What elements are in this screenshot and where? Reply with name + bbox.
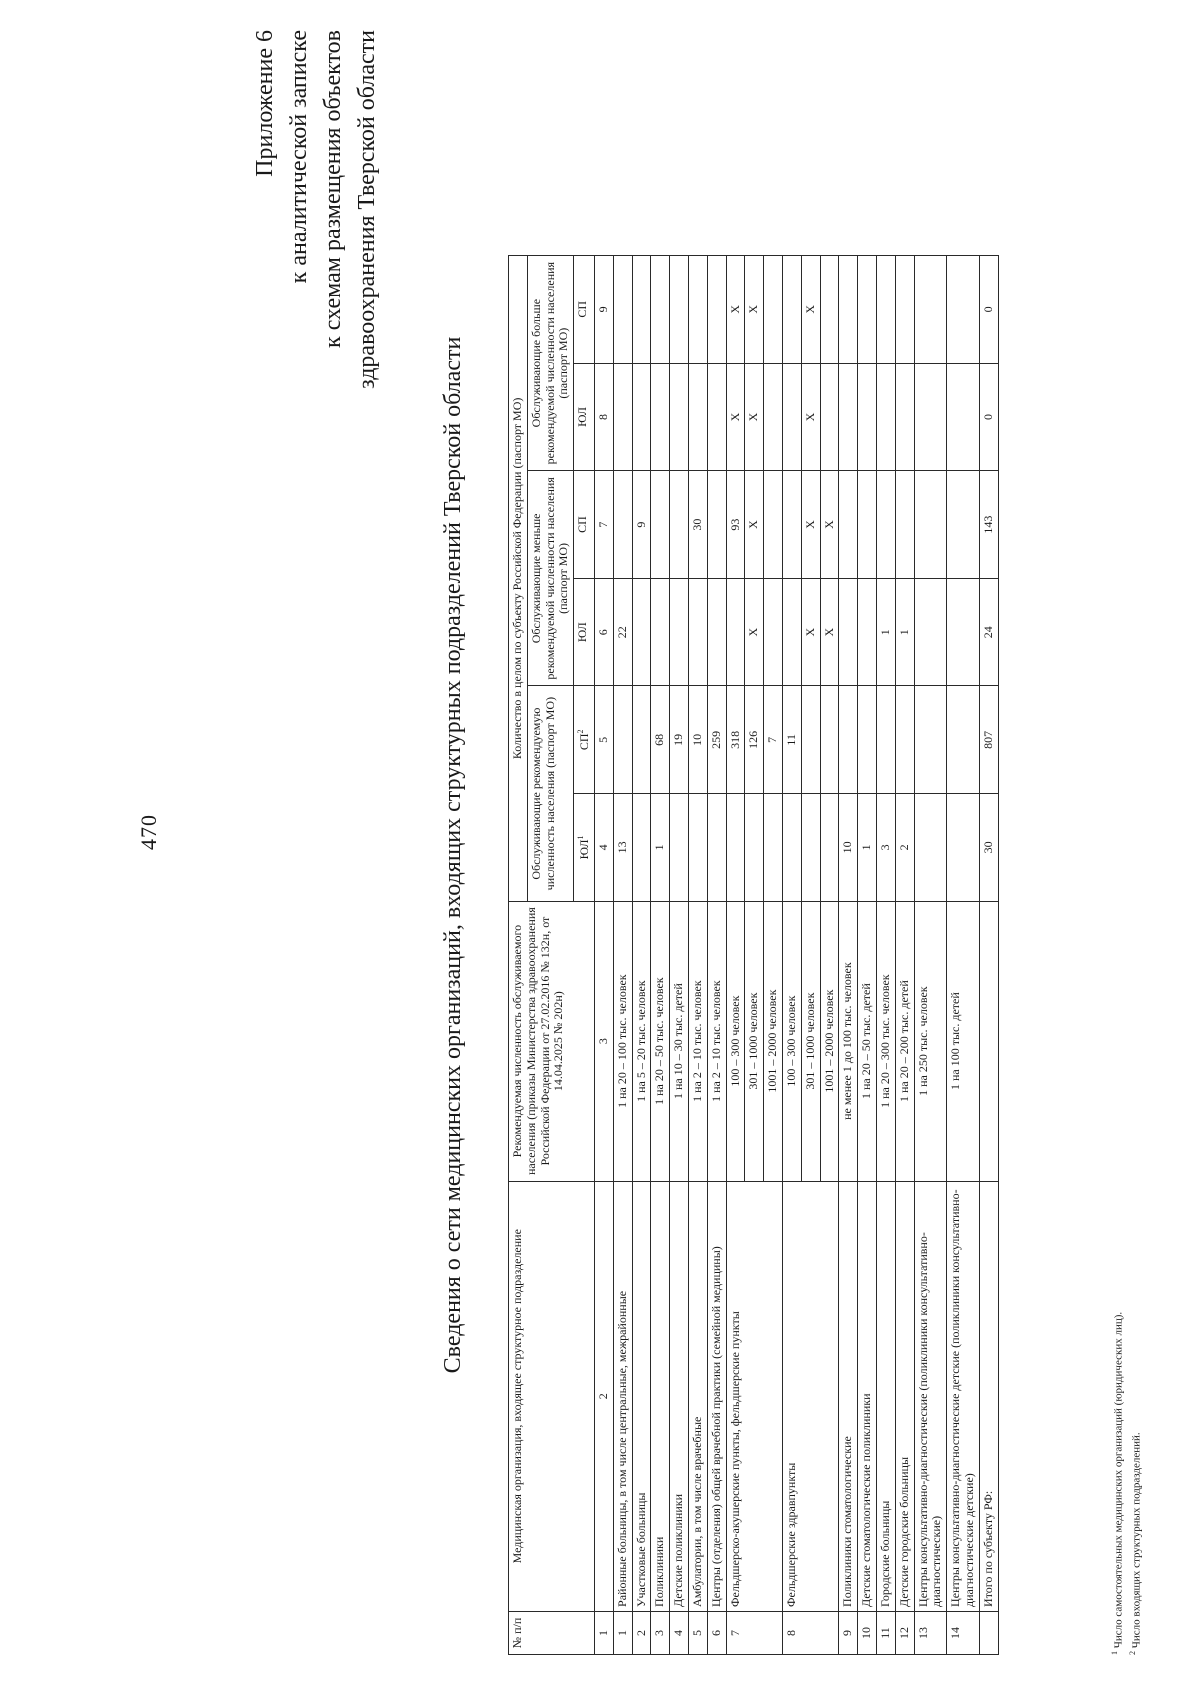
table-row bbox=[895, 256, 914, 1655]
row-value: 1 bbox=[858, 794, 877, 902]
header-sp: СП bbox=[574, 256, 595, 364]
row-number: 1 bbox=[613, 1611, 632, 1654]
row-value bbox=[876, 471, 895, 579]
row-number: 10 bbox=[858, 1611, 877, 1654]
row-recommended: 1001 – 2000 человек bbox=[820, 901, 839, 1181]
rotated-document bbox=[248, 30, 1148, 1680]
row-number: 14 bbox=[947, 1611, 980, 1654]
row-name: Городские больницы bbox=[876, 1181, 895, 1611]
row-value bbox=[764, 363, 783, 471]
row-value: Х bbox=[726, 256, 745, 364]
column-number-row bbox=[594, 256, 613, 1655]
row-recommended: 1 на 5 – 20 тыс. человек bbox=[632, 901, 651, 1181]
table-row bbox=[858, 256, 877, 1655]
header-group-more: Обслуживающие больше рекомендуемой численности населения (паспорт МО) bbox=[527, 256, 573, 471]
table-row bbox=[876, 256, 895, 1655]
header-group-less: Обслуживающие меньше рекомендуемой численности населения (паспорт МО) bbox=[527, 471, 573, 686]
row-value bbox=[745, 794, 764, 902]
row-value: 259 bbox=[707, 686, 726, 794]
column-number: 2 bbox=[594, 1181, 613, 1611]
row-number: 3 bbox=[651, 1611, 670, 1654]
table-row bbox=[914, 256, 947, 1655]
row-value: Х bbox=[801, 578, 820, 686]
row-value bbox=[839, 256, 858, 364]
footnote: $^1$ Число самостоятельных медицинских организаций (юридических лиц). bbox=[1110, 1311, 1125, 1655]
total-value: 30 bbox=[979, 794, 998, 902]
row-value bbox=[914, 794, 947, 902]
table-row bbox=[839, 256, 858, 1655]
row-value: 93 bbox=[726, 471, 745, 579]
column-number: 5 bbox=[594, 686, 613, 794]
row-value: 126 bbox=[745, 686, 764, 794]
total-label: Итого по субъекту РФ: bbox=[979, 1181, 998, 1611]
total-value: 0 bbox=[979, 256, 998, 364]
table-row bbox=[947, 256, 980, 1655]
row-value: Х bbox=[801, 363, 820, 471]
table-wrapper bbox=[508, 255, 999, 1655]
row-value bbox=[782, 794, 801, 902]
table-row bbox=[688, 256, 707, 1655]
row-name: Детские стоматологические поликлиники bbox=[858, 1181, 877, 1611]
row-value bbox=[688, 256, 707, 364]
facilities-table bbox=[508, 255, 999, 1655]
row-number: 2 bbox=[632, 1611, 651, 1654]
table-row bbox=[707, 256, 726, 1655]
row-recommended: не менее 1 до 100 тыс. человек bbox=[839, 901, 858, 1181]
header-num: № п/п bbox=[509, 1611, 595, 1654]
row-recommended: 100 – 300 человек bbox=[782, 901, 801, 1181]
row-number: 11 bbox=[876, 1611, 895, 1654]
row-recommended: 1 на 20 – 200 тыс. детей bbox=[895, 901, 914, 1181]
row-value bbox=[839, 471, 858, 579]
row-value bbox=[707, 256, 726, 364]
row-value bbox=[820, 794, 839, 902]
row-value bbox=[764, 578, 783, 686]
row-number: 9 bbox=[839, 1611, 858, 1654]
row-value bbox=[839, 578, 858, 686]
row-value: 22 bbox=[613, 578, 632, 686]
row-recommended: 1 на 2 – 10 тыс. человек bbox=[707, 901, 726, 1181]
row-value bbox=[858, 578, 877, 686]
row-value bbox=[820, 256, 839, 364]
row-name: Центры консультативно-диагностические детские (поликлиники консультативно-диагностические детские) bbox=[947, 1181, 980, 1611]
row-recommended: 1 на 20 – 300 тыс. человек bbox=[876, 901, 895, 1181]
row-value: 2 bbox=[895, 794, 914, 902]
row-name: Центры консультативно-диагностические (поликлиники консультативно-диагностические) bbox=[914, 1181, 947, 1611]
row-value bbox=[670, 363, 689, 471]
row-value bbox=[895, 363, 914, 471]
document-title: Сведения о сети медицинских организаций, входящих структурных подразделений Тверской области bbox=[440, 336, 466, 1374]
row-value bbox=[801, 686, 820, 794]
row-value: 9 bbox=[632, 471, 651, 579]
column-number: 7 bbox=[594, 471, 613, 579]
row-number: 6 bbox=[707, 1611, 726, 1654]
header-recommended: Рекомендуемая численность обслуживаемого населения (приказы Министерства здравоохранения Российской Федерации от 27.02.2016 № 132н, от 14.04.2025 № 202н) bbox=[509, 901, 595, 1181]
column-number: 9 bbox=[594, 256, 613, 364]
row-value bbox=[670, 256, 689, 364]
total-value: 143 bbox=[979, 471, 998, 579]
row-value bbox=[820, 686, 839, 794]
row-value bbox=[876, 363, 895, 471]
row-value: Х bbox=[801, 471, 820, 579]
row-value bbox=[858, 256, 877, 364]
row-value bbox=[895, 256, 914, 364]
row-value: 13 bbox=[613, 794, 632, 902]
row-number: 12 bbox=[895, 1611, 914, 1654]
total-value: 0 bbox=[979, 363, 998, 471]
table-body bbox=[613, 256, 998, 1655]
row-value: Х bbox=[726, 363, 745, 471]
row-value bbox=[613, 471, 632, 579]
appendix-line: к аналитической записке bbox=[286, 30, 312, 284]
footnote: $^2$ Число входящих структурных подразделений. bbox=[1127, 1432, 1143, 1655]
row-name: Детские городские больницы bbox=[895, 1181, 914, 1611]
row-value: 68 bbox=[651, 686, 670, 794]
row-value bbox=[764, 794, 783, 902]
header-group-recommended: Обслуживающие рекомендуемую численность населения (паспорт МО) bbox=[527, 686, 573, 901]
row-number bbox=[979, 1611, 998, 1654]
row-name: Районные больницы, в том числе центральные, межрайонные bbox=[613, 1181, 632, 1611]
row-name: Участковые больницы bbox=[632, 1181, 651, 1611]
row-value: Х bbox=[745, 363, 764, 471]
row-value bbox=[947, 794, 980, 902]
row-number: 4 bbox=[670, 1611, 689, 1654]
row-value bbox=[688, 794, 707, 902]
row-value bbox=[782, 578, 801, 686]
table-row bbox=[670, 256, 689, 1655]
row-value: Х bbox=[820, 471, 839, 579]
row-value: Х bbox=[745, 578, 764, 686]
header-org: Медицинская организация, входящее структурное подразделение bbox=[509, 1181, 595, 1611]
row-value bbox=[947, 686, 980, 794]
row-number: 7 bbox=[726, 1611, 782, 1654]
row-value bbox=[782, 256, 801, 364]
row-name: Амбулатории, в том числе врачебные bbox=[688, 1181, 707, 1611]
row-value: 7 bbox=[764, 686, 783, 794]
row-value bbox=[707, 471, 726, 579]
row-recommended: 1 на 20 – 100 тыс. человек bbox=[613, 901, 632, 1181]
row-value bbox=[947, 363, 980, 471]
row-value bbox=[914, 363, 947, 471]
row-value bbox=[613, 256, 632, 364]
row-value bbox=[858, 471, 877, 579]
row-name: Центры (отделения) общей врачебной практики (семейной медицины) bbox=[707, 1181, 726, 1611]
table-row bbox=[726, 256, 745, 1655]
row-value: Х bbox=[745, 471, 764, 579]
row-value bbox=[839, 363, 858, 471]
row-value: 10 bbox=[688, 686, 707, 794]
table-row bbox=[651, 256, 670, 1655]
row-name: Фельдшерские здравпункты bbox=[782, 1181, 838, 1611]
header-yul: $ЮЛ^1$ bbox=[574, 794, 595, 902]
row-value bbox=[895, 686, 914, 794]
row-value bbox=[782, 363, 801, 471]
row-recommended: 1 на 100 тыс. детей bbox=[947, 901, 980, 1181]
row-value bbox=[947, 471, 980, 579]
row-value bbox=[914, 256, 947, 364]
row-number: 5 bbox=[688, 1611, 707, 1654]
row-value bbox=[858, 686, 877, 794]
row-recommended: 100 – 300 человек bbox=[726, 901, 745, 1181]
column-number: 4 bbox=[594, 794, 613, 902]
page-number: 470 bbox=[136, 814, 161, 850]
row-recommended: 301 – 1000 человек bbox=[745, 901, 764, 1181]
footnotes bbox=[1108, 1312, 1143, 1655]
column-number: 3 bbox=[594, 901, 613, 1181]
table-row bbox=[782, 256, 801, 1655]
appendix-line: здравоохранения Тверской области bbox=[354, 30, 380, 389]
column-number: 1 bbox=[594, 1611, 613, 1654]
row-value bbox=[651, 256, 670, 364]
row-value bbox=[895, 471, 914, 579]
table-row bbox=[613, 256, 632, 1655]
row-value: 10 bbox=[839, 794, 858, 902]
row-number: 13 bbox=[914, 1611, 947, 1654]
row-value bbox=[858, 363, 877, 471]
row-value bbox=[876, 686, 895, 794]
header-yul: ЮЛ bbox=[574, 363, 595, 471]
row-value bbox=[914, 578, 947, 686]
table-row bbox=[632, 256, 651, 1655]
row-value: Х bbox=[801, 256, 820, 364]
row-value bbox=[839, 686, 858, 794]
row-recommended: 1 на 2 – 10 тыс. человек bbox=[688, 901, 707, 1181]
header-sp: СП bbox=[574, 471, 595, 579]
column-number: 6 bbox=[594, 578, 613, 686]
row-value bbox=[707, 794, 726, 902]
row-value: 1 bbox=[651, 794, 670, 902]
row-recommended: 1 на 10 – 30 тыс. детей bbox=[670, 901, 689, 1181]
row-value bbox=[670, 794, 689, 902]
row-name: Фельдшерско-акушерские пункты, фельдшерские пункты bbox=[726, 1181, 782, 1611]
header-yul: ЮЛ bbox=[574, 578, 595, 686]
row-value bbox=[820, 363, 839, 471]
row-number: 8 bbox=[782, 1611, 838, 1654]
row-value: 1 bbox=[876, 578, 895, 686]
row-recommended bbox=[979, 901, 998, 1181]
row-value bbox=[764, 471, 783, 579]
row-value bbox=[632, 256, 651, 364]
header-count: Количество в целом по субъекту Российской Федерации (паспорт МО) bbox=[509, 256, 528, 902]
row-value bbox=[707, 363, 726, 471]
header-sp: $СП^2$ bbox=[574, 686, 595, 794]
row-value bbox=[782, 471, 801, 579]
row-recommended: 1001 – 2000 человек bbox=[764, 901, 783, 1181]
row-value bbox=[613, 363, 632, 471]
row-recommended: 1 на 20 – 50 тыс. человек bbox=[651, 901, 670, 1181]
appendix-caption bbox=[248, 30, 384, 930]
row-value bbox=[801, 794, 820, 902]
row-recommended: 301 – 1000 человек bbox=[801, 901, 820, 1181]
row-value bbox=[947, 256, 980, 364]
row-value bbox=[613, 686, 632, 794]
total-row bbox=[979, 256, 998, 1655]
row-value: 19 bbox=[670, 686, 689, 794]
row-value: 318 bbox=[726, 686, 745, 794]
row-recommended: 1 на 250 тыс. человек bbox=[914, 901, 947, 1181]
row-value: Х bbox=[820, 578, 839, 686]
row-value bbox=[914, 471, 947, 579]
row-value bbox=[632, 363, 651, 471]
row-name: Поликлиники стоматологические bbox=[839, 1181, 858, 1611]
row-value: 1 bbox=[895, 578, 914, 686]
row-value bbox=[688, 578, 707, 686]
total-value: 807 bbox=[979, 686, 998, 794]
row-value bbox=[947, 578, 980, 686]
row-value bbox=[914, 686, 947, 794]
column-number: 8 bbox=[594, 363, 613, 471]
row-value bbox=[632, 686, 651, 794]
row-value bbox=[670, 471, 689, 579]
total-value: 24 bbox=[979, 578, 998, 686]
appendix-line: к схемам размещения объектов bbox=[320, 30, 346, 348]
row-value bbox=[764, 256, 783, 364]
row-value bbox=[726, 794, 745, 902]
appendix-line: Приложение 6 bbox=[252, 30, 278, 177]
row-value: Х bbox=[745, 256, 764, 364]
row-value bbox=[651, 578, 670, 686]
row-value bbox=[632, 794, 651, 902]
row-value: 11 bbox=[782, 686, 801, 794]
row-value bbox=[707, 578, 726, 686]
row-name: Детские поликлиники bbox=[670, 1181, 689, 1611]
row-value bbox=[651, 363, 670, 471]
row-value bbox=[688, 363, 707, 471]
row-recommended: 1 на 20 – 50 тыс. детей bbox=[858, 901, 877, 1181]
row-value bbox=[651, 471, 670, 579]
row-value: 3 bbox=[876, 794, 895, 902]
row-value bbox=[726, 578, 745, 686]
row-name: Поликлиники bbox=[651, 1181, 670, 1611]
row-value: 30 bbox=[688, 471, 707, 579]
row-value bbox=[670, 578, 689, 686]
row-value bbox=[632, 578, 651, 686]
row-value bbox=[876, 256, 895, 364]
